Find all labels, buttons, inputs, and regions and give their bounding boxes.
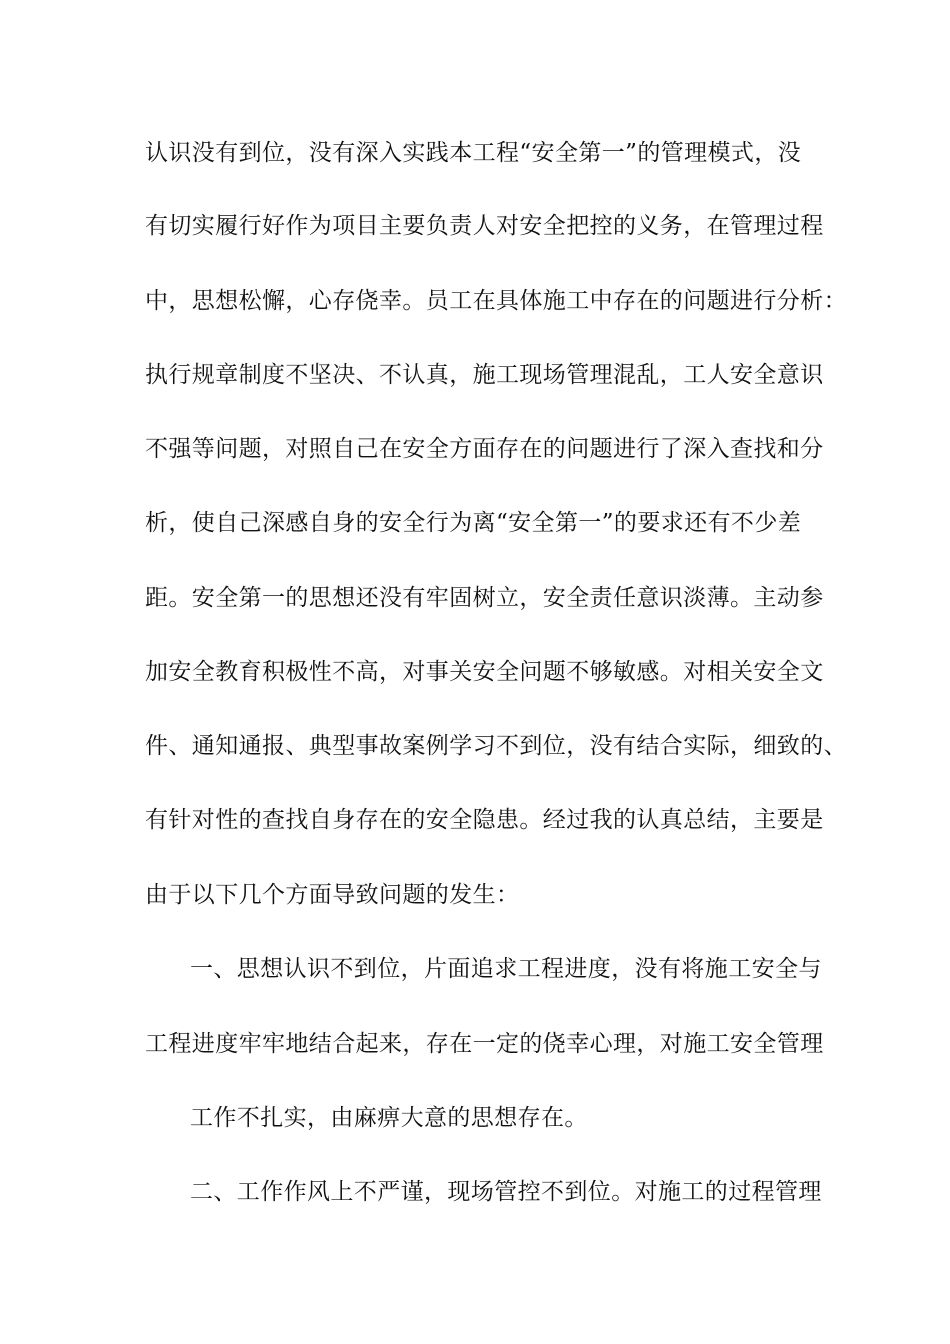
- paragraph-line-3: 中，思想松懈，心存侥幸。员工在具体施工中存在的问题进行分析：: [145, 288, 847, 314]
- paragraph-line-5: 不强等问题，对照自己在安全方面存在的问题进行了深入查找和分: [145, 436, 824, 462]
- paragraph-line-2: 有切实履行好作为项目主要负责人对安全把控的义务，在管理过程: [145, 213, 824, 239]
- section-one-line-3: 工作不扎实，由麻痹大意的思想存在。: [190, 1105, 588, 1131]
- section-two-heading-line: 二、工作作风上不严谨，现场管控不到位。对施工的过程管理: [190, 1179, 822, 1205]
- section-one-line-2: 工程进度牢牢地结合起来，存在一定的侥幸心理，对施工安全管理: [145, 1031, 824, 1057]
- paragraph-line-1: 认识没有到位，没有深入实践本工程“安全第一”的管理模式，没: [145, 140, 802, 166]
- paragraph-line-10: 有针对性的查找自身存在的安全隐患。经过我的认真总结，主要是: [145, 807, 824, 833]
- paragraph-line-9: 件、通知通报、典型事故案例学习不到位，没有结合实际，细致的、: [145, 733, 847, 759]
- paragraph-line-4: 执行规章制度不坚决、不认真，施工现场管理混乱，工人安全意识: [145, 362, 824, 388]
- section-one-heading-line: 一、思想认识不到位，片面追求工程进度，没有将施工安全与: [190, 956, 822, 982]
- paragraph-line-11: 由于以下几个方面导致问题的发生：: [145, 882, 520, 908]
- paragraph-line-7: 距。安全第一的思想还没有牢固树立，安全责任意识淡薄。主动参: [145, 585, 824, 611]
- paragraph-line-8: 加安全教育积极性不高，对事关安全问题不够敏感。对相关安全文: [145, 659, 824, 685]
- paragraph-line-6: 析，使自己深感自身的安全行为离“安全第一”的要求还有不少差: [145, 510, 802, 536]
